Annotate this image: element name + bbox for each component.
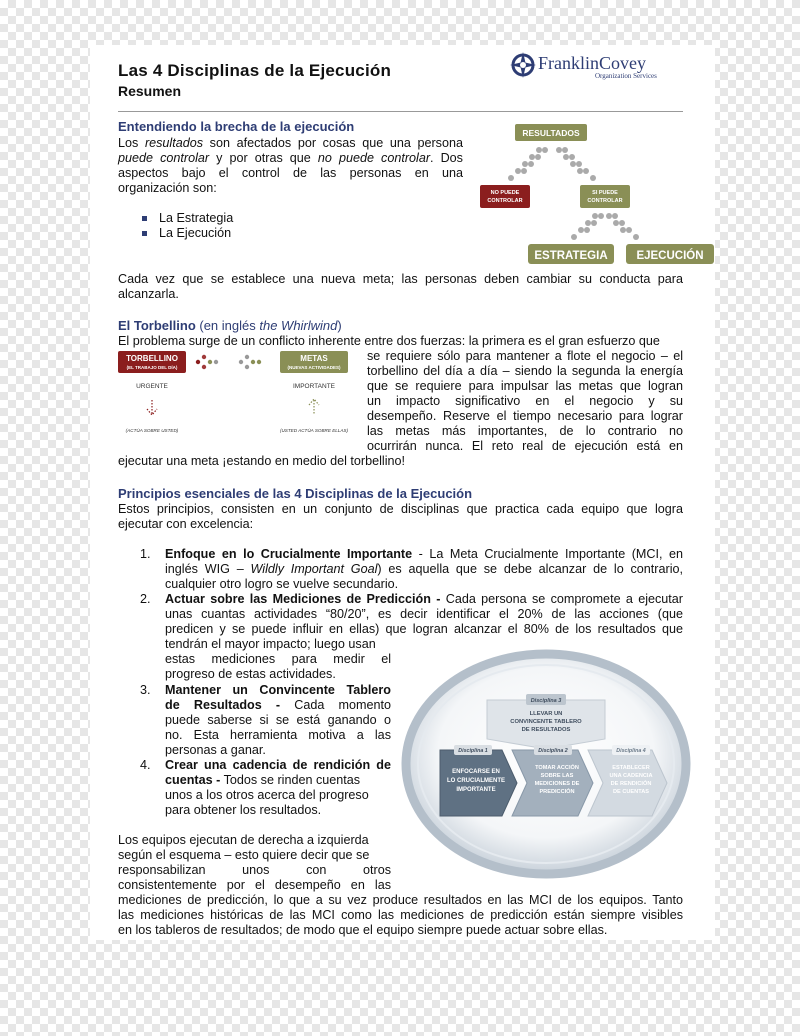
list-number: 4. (140, 758, 151, 772)
text-line: Mantener un Convincente Tablero (165, 683, 391, 697)
text-line: no. Esta herramienta motiva a las (165, 728, 391, 742)
text-line: Actuar sobre las Mediciones de Predicción - Cada persona se compromete a ejecutar (165, 592, 683, 606)
text-line: según el esquema – esto quiere decir que se (118, 848, 370, 862)
results-tree-diagram (475, 120, 720, 265)
compass-logo-icon (510, 52, 536, 78)
svg-text:EJECUCIÓN: EJECUCIÓN (636, 250, 704, 262)
svg-text:ENFOCARSE EN: ENFOCARSE EN (452, 769, 500, 775)
page-title: Las 4 Disciplinas de la Ejecución (118, 61, 392, 80)
list-item-3 (165, 683, 391, 758)
svg-text:PREDICCIÓN: PREDICCIÓN (539, 789, 575, 795)
text-line: consistentemente por el desempeño en las (118, 878, 391, 892)
svg-text:NO PUEDE: NO PUEDE (490, 190, 520, 196)
text-line: cuentas - Todos se rinden cuentas (165, 773, 361, 787)
text-line: unas cuantas actividades “80/20”, es decir identificar el 20% de las acciones (que (165, 607, 683, 621)
text-line: estas mediciones para medir el (165, 652, 391, 666)
svg-text:CONTROLAR: CONTROLAR (587, 198, 623, 204)
bullet-icon (142, 216, 147, 221)
svg-text:IMPORTANTE: IMPORTANTE (456, 787, 496, 793)
text-line: unos a los otros acerca del progreso (165, 788, 369, 802)
svg-text:SOBRE LAS: SOBRE LAS (540, 773, 574, 779)
svg-text:ESTRATEGIA: ESTRATEGIA (534, 250, 608, 262)
text-line: Estos principios, consisten en un conjunto de disciplinas que practica cada equipo que logra (118, 502, 683, 516)
header-divider (118, 111, 683, 112)
svg-text:DE RENDICIÓN: DE RENDICIÓN (610, 781, 652, 787)
closing-paragraph (118, 893, 683, 938)
svg-text:CONVINCENTE TABLERO: CONVINCENTE TABLERO (510, 719, 582, 725)
text-line: en los tableros de resultados; de modo que el equipo siempre puede actuar sobre ellas. (118, 923, 608, 937)
page-subtitle: Resumen (118, 83, 182, 99)
brand-subtitle: Organization Services (595, 72, 657, 80)
franklincovey-logo (510, 50, 690, 90)
closing-side-paragraph (118, 833, 391, 893)
svg-text:Disciplina 3: Disciplina 3 (530, 698, 562, 704)
arrow-up-icon (309, 399, 319, 414)
section-heading-brecha: Entendiendo la brecha de la ejecución (118, 119, 355, 134)
text-line: responsabilizan unos con otros (118, 863, 391, 877)
list-number: 1. (140, 547, 151, 561)
svg-text:ESTABLECER: ESTABLECER (612, 765, 650, 771)
text-line: puede saberse si se está ganando o (165, 713, 391, 727)
diamond-dots-icon (196, 355, 261, 369)
si-puede-controlar-box (580, 185, 630, 208)
torbellino-metas-diagram (115, 348, 360, 440)
text-line: Los resultados son afectados por cosas que una persona (118, 136, 463, 150)
text-line: un impacto significativo en el negocio y su (367, 394, 683, 408)
bullet-item: La Ejecución (142, 226, 231, 240)
text-line: Cada vez que se establece una nueva meta; las personas deben cambiar su conducta para (118, 272, 683, 286)
text-line: tendrán el mayor impacto; luego usan (165, 637, 376, 651)
text-line: desempeño. Reserve el tiempo necesario para lograr (367, 409, 683, 423)
svg-text:(EL TRABAJO DEL DÍA): (EL TRABAJO DEL DÍA) (126, 365, 178, 370)
bullet-item: La Estrategia (142, 211, 233, 225)
text-line: se requiere sólo para mantener a flote el negocio – el (367, 349, 683, 363)
text-line: ejecutar una meta ¡estando en medio del torbellino! (118, 454, 406, 468)
list-number: 2. (140, 592, 151, 606)
disciplines-cycle-diagram (400, 648, 692, 880)
svg-text:Disciplina 2: Disciplina 2 (538, 748, 568, 754)
text-line: para obtener los resultados. (165, 803, 322, 817)
text-line: inglés WIG – Wildly Important Goal) es aquella que se debe alcanzar de lo contrario, (165, 562, 683, 576)
text-line: El problema surge de un conflicto inherente entre dos fuerzas: la primera es el gran esfuerzo que (118, 334, 660, 348)
svg-text:IMPORTANTE: IMPORTANTE (292, 383, 336, 390)
document-page (90, 45, 715, 940)
text-line: progreso de estas actividades. (165, 667, 336, 681)
text-line: ocurrirán nunca. El reto real de ejecución está en (367, 439, 683, 453)
list-number: 3. (140, 683, 151, 697)
svg-text:TORBELLINO: TORBELLINO (126, 354, 178, 363)
section-heading-principios: Principios esenciales de las 4 Disciplinas de la Ejecución (118, 486, 473, 501)
svg-text:LLEVAR UN: LLEVAR UN (529, 711, 563, 717)
svg-text:METAS: METAS (300, 354, 328, 363)
bullet-icon (142, 231, 147, 236)
section1-paragraph (118, 136, 463, 196)
text-line: predicen y se puede influir en ellas) que logran alcanzar el 80% de los resultados que (165, 622, 683, 636)
svg-text:DE RESULTADOS: DE RESULTADOS (521, 727, 571, 733)
section3-intro (118, 502, 683, 532)
svg-text:UNA CADENCIA: UNA CADENCIA (609, 773, 653, 779)
svg-text:LO CRUCIALMENTE: LO CRUCIALMENTE (447, 778, 505, 784)
section2-side-paragraph (367, 349, 683, 454)
text-line: personas a ganar. (165, 743, 266, 757)
svg-text:Disciplina 4: Disciplina 4 (616, 748, 646, 754)
arrow-down-icon (147, 400, 157, 415)
text-line: aspectos bajo el control de las personas en una (118, 166, 463, 180)
svg-text:(NUEVAS ACTIVIDADES): (NUEVAS ACTIVIDADES) (287, 365, 341, 370)
brand-name: FranklinCovey (538, 53, 646, 73)
section1-paragraph-2 (118, 272, 683, 302)
text-line: mediciones de predicción, lo que a su vez produce resultados en las MCI de los equipos. Tanto (118, 893, 683, 907)
text-line: torbellino del día a día – siendo la segunda la energía (367, 364, 683, 378)
svg-text:CONTROLAR: CONTROLAR (487, 198, 523, 204)
text-line: alcanzarla. (118, 287, 179, 301)
svg-text:DE CUENTAS: DE CUENTAS (613, 789, 649, 795)
svg-text:URGENTE: URGENTE (136, 383, 168, 390)
svg-text:Disciplina 1: Disciplina 1 (458, 748, 488, 754)
list-item-4 (165, 758, 391, 818)
results-label: RESULTADOS (522, 128, 580, 138)
text-line: Enfoque en lo Crucialmente Importante - La Meta Crucialmente Importante (MCI, en (165, 547, 683, 561)
text-line: cualquier otro logro se vuelve secundario. (165, 577, 399, 591)
section-heading-torbellino: El Torbellino (en inglés the Whirlwind) (118, 318, 342, 333)
text-line: las mediciones históricas de las MCI como las mediciones de predicción están siempre visibles (118, 908, 683, 922)
svg-text:MEDICIONES DE: MEDICIONES DE (534, 781, 580, 787)
svg-text:(USTED ACTÚA SOBRE ELLAS): (USTED ACTÚA SOBRE ELLAS) (279, 428, 349, 433)
text-line: Los equipos ejecutan de derecha a izquierda (118, 833, 369, 847)
text-line: puede controlar y por otras que no puede controlar. Dos (118, 151, 463, 165)
svg-text:TOMAR ACCIÓN: TOMAR ACCIÓN (535, 765, 579, 771)
text-line: organización son: (118, 181, 217, 195)
text-line: las metas más importantes, de lo contrario no (367, 424, 683, 438)
text-line: que se requiere para impulsar las metas que logran (367, 379, 683, 393)
svg-text:SI PUEDE: SI PUEDE (592, 190, 618, 196)
text-line: ejecutar con excelencia: (118, 517, 254, 531)
text-line: de Resultados - Cada momento (165, 698, 391, 712)
no-puede-controlar-box (480, 185, 530, 208)
list-item-1 (165, 547, 683, 592)
svg-text:(ACTÚA SOBRE USTED): (ACTÚA SOBRE USTED) (125, 428, 179, 433)
text-line: Crear una cadencia de rendición de (165, 758, 391, 772)
